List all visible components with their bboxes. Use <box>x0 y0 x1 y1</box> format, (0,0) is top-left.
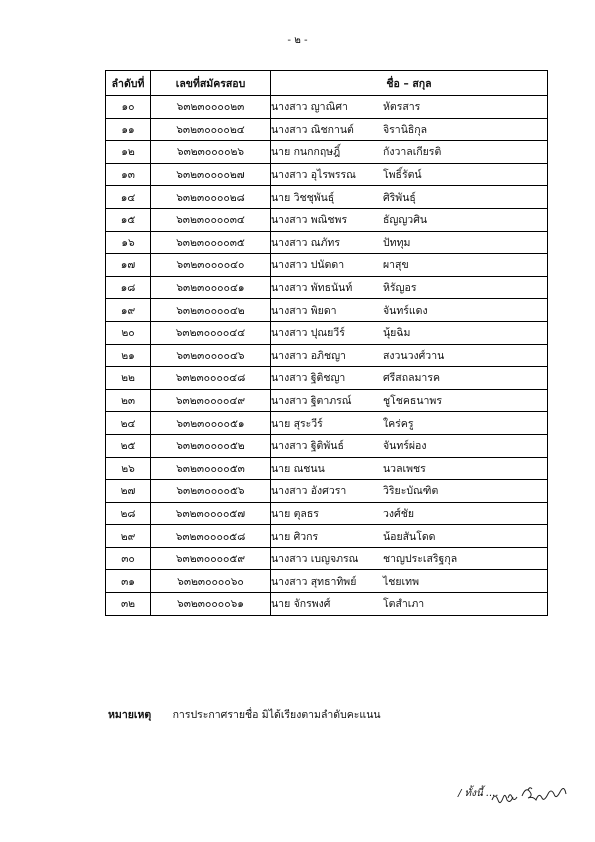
table-row <box>106 141 548 164</box>
last-name: จันทร์แดง <box>383 304 428 317</box>
order-number-cell: ๑๑ <box>106 118 151 141</box>
header-applicant-id: เลขที่สมัครสอบ <box>151 71 271 96</box>
applicant-id-cell: ๖๓๒๓๐๐๐๐๔๘ <box>151 367 271 390</box>
applicant-id-cell: ๖๓๒๓๐๐๐๐๕๑ <box>151 412 271 435</box>
last-name: ผาสุข <box>383 259 409 272</box>
full-name-cell <box>271 547 548 570</box>
first-name: นาย ตุลธร <box>271 507 319 520</box>
table-row <box>106 231 548 254</box>
full-name-cell <box>271 208 548 231</box>
full-name-cell <box>271 457 548 480</box>
table-row <box>106 525 548 548</box>
table-row <box>106 593 548 616</box>
last-name: น้อยสันโดด <box>383 530 436 543</box>
table-header-row <box>106 71 548 96</box>
order-number-cell: ๒๘ <box>106 502 151 525</box>
applicant-id-cell: ๖๓๒๓๐๐๐๐๖๑ <box>151 593 271 616</box>
last-name: สงวนวงศ์วาน <box>383 349 445 362</box>
order-number-cell: ๒๕ <box>106 434 151 457</box>
applicant-id-cell: ๖๓๒๓๐๐๐๐๒๘ <box>151 186 271 209</box>
last-name: โตสำเภา <box>383 598 425 611</box>
applicant-id-cell: ๖๓๒๓๐๐๐๐๒๓ <box>151 96 271 119</box>
table-row <box>106 457 548 480</box>
remark-label: หมายเหตุ <box>108 709 152 721</box>
last-name: ปัททุม <box>383 236 411 249</box>
table-row <box>106 547 548 570</box>
header-full-name: ชื่อ – สกุล <box>271 71 548 96</box>
applicant-id-cell: ๖๓๒๓๐๐๐๐๔๙ <box>151 389 271 412</box>
registration-table <box>105 70 548 616</box>
applicant-id-cell: ๖๓๒๓๐๐๐๐๔๑ <box>151 276 271 299</box>
order-number-cell: ๓๒ <box>106 593 151 616</box>
applicant-id-cell: ๖๓๒๓๐๐๐๐๕๒ <box>151 434 271 457</box>
last-name: หิรัญอร <box>383 282 417 295</box>
first-name: นางสาว สุทธาทิพย์ <box>271 575 357 588</box>
first-name: นางสาว ฐิติพันธ์ <box>271 440 344 453</box>
order-number-cell: ๑๒ <box>106 141 151 164</box>
page-number: - ๒ - <box>287 35 308 46</box>
full-name-cell <box>271 344 548 367</box>
applicant-id-cell: ๖๓๒๓๐๐๐๐๔๒ <box>151 299 271 322</box>
last-name: ศิริพันธุ์ <box>383 191 416 204</box>
applicant-id-cell: ๖๓๒๓๐๐๐๐๒๔ <box>151 118 271 141</box>
applicant-id-cell: ๖๓๒๓๐๐๐๐๕๓ <box>151 457 271 480</box>
order-number-cell: ๒๗ <box>106 480 151 503</box>
first-name: นางสาว เบญจภรณ <box>271 553 359 566</box>
order-number-cell: ๑๗ <box>106 254 151 277</box>
order-number-cell: ๒๑ <box>106 344 151 367</box>
first-name: นางสาว ฐิติชญา <box>271 372 346 385</box>
last-name: ชูโชคธนาพร <box>383 395 442 408</box>
first-name: นางสาว ญาณิศา <box>271 101 348 114</box>
first-name: นาย จักรพงศ์ <box>271 598 331 611</box>
full-name-cell <box>271 141 548 164</box>
signature-printed-text: / ทั้งนี้ .... <box>458 788 499 799</box>
applicant-id-cell: ๖๓๒๓๐๐๐๐๓๔ <box>151 208 271 231</box>
first-name: นางสาว พิยดา <box>271 304 337 317</box>
applicant-id-cell: ๖๓๒๓๐๐๐๐๒๗ <box>151 163 271 186</box>
applicant-id-cell: ๖๓๒๓๐๐๐๐๔๖ <box>151 344 271 367</box>
table-row <box>106 480 548 503</box>
remark <box>108 706 381 723</box>
full-name-cell <box>271 389 548 412</box>
handwritten-signature <box>458 778 578 818</box>
order-number-cell: ๑๔ <box>106 186 151 209</box>
full-name-cell <box>271 163 548 186</box>
last-name: วงศ์ชัย <box>383 507 414 520</box>
first-name: นางสาว ฐิตาภรณ์ <box>271 395 352 408</box>
last-name: ชาญประเสริฐกุล <box>383 553 458 566</box>
table-row <box>106 118 548 141</box>
first-name: นาย สุระวีร์ <box>271 417 323 430</box>
order-number-cell: ๑๘ <box>106 276 151 299</box>
table-row <box>106 570 548 593</box>
last-name: จันทร์ผ่อง <box>383 440 427 453</box>
order-number-cell: ๒๐ <box>106 321 151 344</box>
last-name: วิริยะบัณฑิต <box>383 485 439 498</box>
order-number-cell: ๓๐ <box>106 547 151 570</box>
applicant-id-cell: ๖๓๒๓๐๐๐๐๔๐ <box>151 254 271 277</box>
last-name: ใคร่ครู <box>383 417 414 430</box>
applicant-id-cell: ๖๓๒๓๐๐๐๐๒๖ <box>151 141 271 164</box>
order-number-cell: ๑๖ <box>106 231 151 254</box>
last-name: กังวาลเกียรติ <box>383 146 442 159</box>
full-name-cell <box>271 299 548 322</box>
last-name: นวลเพชร <box>383 462 426 475</box>
full-name-cell <box>271 321 548 344</box>
table-row <box>106 254 548 277</box>
first-name: นาย วิชชุพันธุ์ <box>271 191 335 204</box>
order-number-cell: ๒๒ <box>106 367 151 390</box>
full-name-cell <box>271 231 548 254</box>
full-name-cell <box>271 502 548 525</box>
last-name: ศรีสถลมารค <box>383 372 440 385</box>
first-name: นางสาว ปุณยวีร์ <box>271 327 345 340</box>
last-name: ธัญญวศิน <box>383 214 428 227</box>
order-number-cell: ๒๔ <box>106 412 151 435</box>
first-name: นางสาว ปนัดดา <box>271 259 345 272</box>
applicant-id-cell: ๖๓๒๓๐๐๐๐๖๐ <box>151 570 271 593</box>
order-number-cell: ๒๓ <box>106 389 151 412</box>
last-name: นุ้ยฉิม <box>383 327 411 340</box>
table-row <box>106 434 548 457</box>
last-name: จิรานิธิกุล <box>383 123 428 136</box>
first-name: นาย ศิวกร <box>271 530 319 543</box>
full-name-cell <box>271 412 548 435</box>
table-row <box>106 163 548 186</box>
full-name-cell <box>271 96 548 119</box>
first-name: นาย ณชนน <box>271 462 325 475</box>
applicant-id-cell: ๖๓๒๓๐๐๐๐๕๙ <box>151 547 271 570</box>
full-name-cell <box>271 118 548 141</box>
table-row <box>106 208 548 231</box>
applicant-id-cell: ๖๓๒๓๐๐๐๐๕๖ <box>151 480 271 503</box>
full-name-cell <box>271 434 548 457</box>
table-row <box>106 502 548 525</box>
first-name: นาย กนกกฤษฎิ์ <box>271 146 341 159</box>
applicant-id-cell: ๖๓๒๓๐๐๐๐๕๗ <box>151 502 271 525</box>
first-name: นางสาว อังศวรา <box>271 485 347 498</box>
table-row <box>106 186 548 209</box>
full-name-cell <box>271 276 548 299</box>
full-name-cell <box>271 525 548 548</box>
table-row <box>106 276 548 299</box>
first-name: นางสาว ณภัทร <box>271 236 340 249</box>
table-row <box>106 389 548 412</box>
header-order-no: ลำดับที่ <box>106 71 151 96</box>
remark-text: การประกาศรายชื่อ มิได้เรียงตามลำดับคะแนน <box>172 709 381 721</box>
table-row <box>106 344 548 367</box>
last-name: หัตรสาร <box>383 101 421 114</box>
signature-area <box>458 778 578 818</box>
first-name: นางสาว พณิชพร <box>271 214 348 227</box>
full-name-cell <box>271 593 548 616</box>
order-number-cell: ๑๓ <box>106 163 151 186</box>
order-number-cell: ๑๐ <box>106 96 151 119</box>
table-row <box>106 96 548 119</box>
table-row <box>106 321 548 344</box>
table-row <box>106 412 548 435</box>
full-name-cell <box>271 254 548 277</box>
table-row <box>106 367 548 390</box>
applicant-id-cell: ๖๓๒๓๐๐๐๐๕๘ <box>151 525 271 548</box>
full-name-cell <box>271 367 548 390</box>
first-name: นางสาว อุไรพรรณ <box>271 169 356 182</box>
order-number-cell: ๒๖ <box>106 457 151 480</box>
order-number-cell: ๓๑ <box>106 570 151 593</box>
applicant-id-cell: ๖๓๒๓๐๐๐๐๓๕ <box>151 231 271 254</box>
last-name: โพธิ์รัตน์ <box>383 169 422 182</box>
last-name: ไชยเทพ <box>383 575 419 588</box>
applicant-id-cell: ๖๓๒๓๐๐๐๐๔๔ <box>151 321 271 344</box>
table-row <box>106 299 548 322</box>
order-number-cell: ๒๙ <box>106 525 151 548</box>
full-name-cell <box>271 480 548 503</box>
first-name: นางสาว ณิชกานต์ <box>271 123 354 136</box>
full-name-cell <box>271 570 548 593</box>
order-number-cell: ๑๙ <box>106 299 151 322</box>
full-name-cell <box>271 186 548 209</box>
first-name: นางสาว พัทธนันท์ <box>271 282 353 295</box>
order-number-cell: ๑๕ <box>106 208 151 231</box>
first-name: นางสาว อภิชญา <box>271 349 346 362</box>
